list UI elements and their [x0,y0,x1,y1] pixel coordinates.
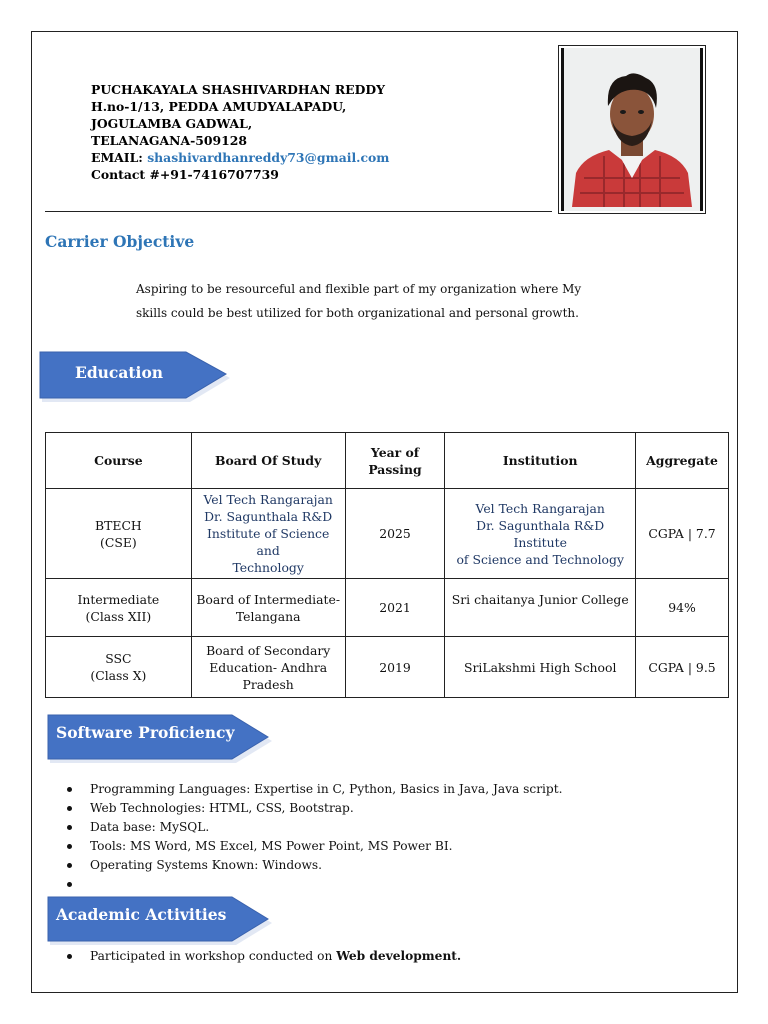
software-list [62,780,563,894]
academic-banner [46,893,276,949]
course-name: SSC [105,651,132,666]
board-cell [191,579,345,637]
contact-number: Contact #+91-7416707739 [91,167,279,182]
institution-cell: SriLakshmi High School [445,637,636,698]
objective-line-2: skills could be best utilized for both organizational and personal growth. [136,306,579,320]
list-item: Operating Systems Known: Windows. [62,856,563,875]
software-heading: Software Proficiency [56,723,235,742]
education-banner [38,350,234,406]
column-header-year [345,433,445,489]
list-item: Web Technologies: HTML, CSS, Bootstrap. [62,799,563,818]
academic-list [62,947,461,966]
column-header-year-line-1: Year of [370,444,420,460]
aggregate-cell: CGPA | 9.5 [636,637,729,698]
course-detail: (Class XII) [85,608,152,624]
education-table [45,432,729,698]
aggregate-cell: 94% [636,579,729,637]
column-header-board: Board Of Study [191,433,345,489]
course-cell [46,579,192,637]
email-link[interactable]: shashivardhanreddy73@gmail.com [147,150,390,165]
course-cell [46,489,192,579]
institution-cell [445,489,636,579]
column-header-year-line-2: Passing [368,461,422,477]
academic-heading: Academic Activities [56,905,227,924]
list-item [62,947,461,966]
aggregate-cell: CGPA | 7.7 [636,489,729,579]
academic-item-topic: Web development. [336,949,462,963]
list-item: Tools: MS Word, MS Excel, MS Power Point, MS Power BI. [62,837,563,856]
board-line: Pradesh [242,676,294,692]
address-line-3: TELANAGANA-509128 [91,133,247,148]
institution-line: Dr. Sagunthala R&D Institute [476,517,605,550]
board-line: Institute of Science and [206,526,330,558]
table-row [46,489,729,579]
course-detail: (Class X) [90,668,147,683]
table-header-row [46,433,729,489]
education-heading: Education [75,363,164,382]
academic-item-text: Participated in workshop conducted on [90,949,333,963]
objective-text [136,277,606,325]
list-item: Programming Languages: Expertise in C, Python, Basics in Java, Java script. [62,780,563,799]
year-cell: 2021 [345,579,445,637]
profile-photo [558,45,706,214]
email-label: EMAIL: [91,150,143,165]
board-cell [191,489,345,579]
course-cell [46,637,192,698]
objective-line-1: Aspiring to be resourceful and flexible part of my organization where My [136,282,582,296]
year-cell: 2019 [345,637,445,698]
address-line-2: JOGULAMBA GADWAL, [91,116,253,131]
institution-line: Vel Tech Rangarajan [475,500,605,516]
course-name: Intermediate [77,591,160,607]
header-divider [45,211,552,212]
year-cell: 2025 [345,489,445,579]
board-line: Education- Andhra [209,659,328,675]
table-row [46,579,729,637]
board-line: Board of Secondary [206,642,331,658]
board-line: Dr. Sagunthala R&D [204,509,333,524]
column-header-aggregate: Aggregate [636,433,729,489]
list-item: Data base: MySQL. [62,818,563,837]
column-header-institution: Institution [445,433,636,489]
objective-heading: Carrier Objective [45,232,195,251]
candidate-name: PUCHAKAYALA SHASHIVARDHAN REDDY [91,82,385,97]
column-header-course: Course [46,433,192,489]
board-line: Board of Intermediate- [196,591,341,607]
contact-block [91,81,389,183]
board-line: Vel Tech Rangarajan [203,492,333,507]
software-banner [46,711,276,767]
institution-line: of Science and Technology [456,551,624,567]
board-line: Technology [232,560,304,575]
course-name: BTECH [95,517,142,533]
email-line [91,149,389,166]
course-detail: (CSE) [100,534,137,550]
address-line-1: H.no-1/13, PEDDA AMUDYALAPADU, [91,99,347,114]
institution-cell: Sri chaitanya Junior College [445,579,636,637]
profile-photo-image [561,48,703,211]
board-line: Telangana [235,608,301,624]
board-cell [191,637,345,698]
table-row [46,637,729,698]
person-portrait-icon [564,48,700,207]
list-item [62,875,563,894]
